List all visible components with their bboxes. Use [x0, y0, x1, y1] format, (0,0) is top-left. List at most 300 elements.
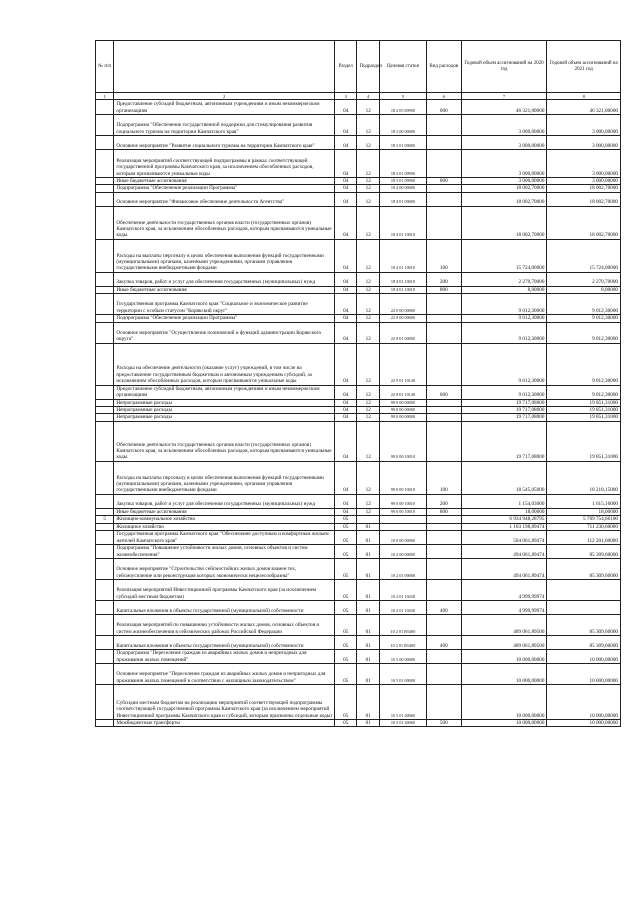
- row-razdel: 05: [334, 636, 356, 650]
- row-name: Основное мероприятие "Строительство сейсмостойких жилых домов взамен тех, сейсмоусиление или реконструкция которых экономически нецелесообразны": [114, 559, 335, 580]
- row-amount-2020: 18 545,05000: [461, 461, 547, 494]
- column-number-row: [96, 93, 621, 100]
- row-number: [96, 178, 114, 185]
- table-row: [96, 100, 621, 115]
- row-amount-2020: 1 103 198,89474: [461, 523, 547, 530]
- row-razdel: 04: [334, 239, 356, 272]
- row-celevaya-statya: [379, 516, 426, 523]
- row-number: [96, 720, 114, 727]
- row-amount-2020: 19 717,08000: [461, 407, 547, 414]
- table-row: [96, 421, 621, 461]
- row-podrazdel: 12: [357, 272, 379, 286]
- header-razdel: Раздел: [334, 41, 356, 93]
- row-number: [96, 636, 114, 650]
- row-amount-2020: 489 061,89500: [461, 615, 547, 636]
- row-razdel: 04: [334, 178, 356, 185]
- row-vid-rashodov: 500: [426, 720, 461, 727]
- row-amount-2020: 8,00000: [461, 286, 547, 293]
- row-podrazdel: 12: [357, 421, 379, 461]
- row-number: 5: [96, 516, 114, 523]
- budget-allocation-table: [95, 40, 621, 727]
- row-celevaya-statya: 99 0 00 00000: [379, 407, 426, 414]
- row-razdel: 04: [334, 399, 356, 406]
- row-amount-2021: [547, 580, 621, 601]
- column-number: 3: [334, 93, 356, 100]
- row-podrazdel: 12: [357, 206, 379, 239]
- row-celevaya-statya: 18 4 01 00000: [379, 192, 426, 206]
- row-podrazdel: 12: [357, 150, 379, 178]
- row-vid-rashodov: 100: [426, 461, 461, 494]
- table-row: [96, 545, 621, 559]
- table-row: [96, 385, 621, 399]
- row-celevaya-statya: 22 9 01 10140: [379, 343, 426, 385]
- table-row: [96, 580, 621, 601]
- row-celevaya-statya: 22 0 00 00000: [379, 294, 426, 315]
- row-celevaya-statya: 10 2 01 R5400: [379, 636, 426, 650]
- row-number: [96, 580, 114, 601]
- row-number: [96, 494, 114, 508]
- row-amount-2020: 10 000,00000: [461, 720, 547, 727]
- row-amount-2020: 10 000,00000: [461, 685, 547, 720]
- row-celevaya-statya: 10 2 01 R5400: [379, 615, 426, 636]
- row-amount-2021: 9 012,30000: [547, 343, 621, 385]
- table-row: [96, 239, 621, 272]
- row-celevaya-statya: 10 2 00 00000: [379, 545, 426, 559]
- row-razdel: 04: [334, 150, 356, 178]
- row-number: [96, 192, 114, 206]
- row-vid-rashodov: [426, 322, 461, 343]
- header-year-2021: Годовой объем ассигнований на 2021 год: [547, 41, 621, 93]
- table-row: [96, 414, 621, 421]
- row-vid-rashodov: 200: [426, 272, 461, 286]
- row-amount-2020: 4 999,99974: [461, 580, 547, 601]
- row-number: [96, 399, 114, 406]
- row-razdel: 05: [334, 516, 356, 523]
- row-vid-rashodov: [426, 531, 461, 545]
- row-vid-rashodov: [426, 559, 461, 580]
- row-podrazdel: 12: [357, 343, 379, 385]
- row-name: Реализация мероприятий Инвестиционной программы Камчатского края (за исключением субсидий местным бюджетам): [114, 580, 335, 601]
- row-podrazdel: 12: [357, 322, 379, 343]
- row-number: [96, 523, 114, 530]
- row-name: Расходы на выплаты персоналу в целях обеспечения выполнения функций государственными (муниципальными) органами, казенными учреждениями, органами управления государственными внебюджетными фондами: [114, 239, 335, 272]
- row-number: [96, 385, 114, 399]
- row-number: [96, 286, 114, 293]
- row-razdel: 04: [334, 206, 356, 239]
- row-number: [96, 508, 114, 515]
- row-number: [96, 531, 114, 545]
- row-amount-2020: 19 717,08000: [461, 421, 547, 461]
- row-celevaya-statya: 10 0 00 00000: [379, 531, 426, 545]
- row-razdel: 04: [334, 136, 356, 150]
- row-podrazdel: 12: [357, 136, 379, 150]
- column-number: 7: [461, 93, 547, 100]
- row-name: Иные бюджетные ассигнования: [114, 508, 335, 515]
- table-row: [96, 343, 621, 385]
- table-row: [96, 720, 621, 727]
- row-razdel: 04: [334, 286, 356, 293]
- row-vid-rashodov: [426, 343, 461, 385]
- table-row: [96, 150, 621, 178]
- row-razdel: 04: [334, 407, 356, 414]
- row-podrazdel: 12: [357, 508, 379, 515]
- row-podrazdel: 01: [357, 580, 379, 601]
- row-vid-rashodov: 800: [426, 508, 461, 515]
- row-podrazdel: 01: [357, 685, 379, 720]
- row-podrazdel: 01: [357, 531, 379, 545]
- row-razdel: 04: [334, 421, 356, 461]
- row-podrazdel: 01: [357, 664, 379, 685]
- row-number: [96, 545, 114, 559]
- row-amount-2020: 504 061,89474: [461, 531, 547, 545]
- row-amount-2021: 711 230,60000: [547, 523, 621, 530]
- table-row: [96, 685, 621, 720]
- row-razdel: 05: [334, 523, 356, 530]
- row-celevaya-statya: 10 2 01 10430: [379, 580, 426, 601]
- header-no: № п/п: [96, 41, 114, 93]
- row-amount-2021: [547, 601, 621, 615]
- row-name: Субсидии местным бюджетам на реализацию мероприятий соответствующей подпрограммы соответствующей государственной программы Камчатского края (за исключением мероприятий Инвестиционной программы Камчатского края и субсидий, которым присвоены отдельные коды): [114, 685, 335, 720]
- row-number: [96, 615, 114, 636]
- row-celevaya-statya: 99 0 00 00000: [379, 399, 426, 406]
- row-podrazdel: 01: [357, 559, 379, 580]
- table-row: [96, 322, 621, 343]
- row-razdel: 04: [334, 115, 356, 136]
- row-number: [96, 294, 114, 315]
- row-amount-2020: 18 002,70000: [461, 192, 547, 206]
- row-amount-2021: 19 851,31000: [547, 421, 621, 461]
- row-razdel: 04: [334, 508, 356, 515]
- table-header-row: [96, 41, 621, 93]
- row-podrazdel: 12: [357, 115, 379, 136]
- row-amount-2020: 18,00000: [461, 508, 547, 515]
- row-amount-2020: 494 061,89474: [461, 545, 547, 559]
- row-amount-2021: 10 000,00000: [547, 650, 621, 664]
- table-body: [96, 100, 621, 727]
- row-celevaya-statya: 18 2 05 69990: [379, 100, 426, 115]
- row-number: [96, 115, 114, 136]
- table-row: [96, 615, 621, 636]
- row-razdel: 04: [334, 385, 356, 399]
- row-amount-2021: 8,00000: [547, 286, 621, 293]
- row-amount-2021: 18 002,70000: [547, 206, 621, 239]
- row-amount-2021: 19 851,31000: [547, 399, 621, 406]
- row-razdel: 04: [334, 322, 356, 343]
- row-razdel: 04: [334, 315, 356, 322]
- row-amount-2021: 85 309,60000: [547, 559, 621, 580]
- row-celevaya-statya: 18 4 00 00000: [379, 185, 426, 192]
- row-podrazdel: 01: [357, 601, 379, 615]
- table-row: [96, 531, 621, 545]
- row-podrazdel: 12: [357, 178, 379, 185]
- row-name: Расходы на обеспечение деятельности (оказание услуг) учреждений, в том числе на предоставление государственным бюджетным и автономным учреждениям субсидий, за исключением обособленных расходов, которым присваиваются уникальные коды: [114, 343, 335, 385]
- row-amount-2021: 85 309,60000: [547, 615, 621, 636]
- row-podrazdel: 12: [357, 407, 379, 414]
- row-name: Основное мероприятие "Переселение граждан из аварийных жилых домов и непригодных для проживания жилых помещений в соответствии с жилищным законодательством": [114, 664, 335, 685]
- row-celevaya-statya: 99 0 00 10010: [379, 508, 426, 515]
- row-amount-2020: 1 154,03000: [461, 494, 547, 508]
- row-amount-2020: 489 061,89500: [461, 636, 547, 650]
- row-name: Предоставление субсидий бюджетным, автономным учреждениям и иным некоммерческим организациям: [114, 385, 335, 399]
- row-celevaya-statya: [379, 523, 426, 530]
- row-name: Жилищно-коммунальное хозяйство: [114, 516, 335, 523]
- row-vid-rashodov: [426, 664, 461, 685]
- row-celevaya-statya: 10 5 01 40060: [379, 685, 426, 720]
- row-amount-2021: 85 309,60000: [547, 545, 621, 559]
- row-celevaya-statya: 10 5 00 00000: [379, 650, 426, 664]
- row-celevaya-statya: 10 2 01 10430: [379, 601, 426, 615]
- row-podrazdel: 01: [357, 523, 379, 530]
- row-razdel: 04: [334, 294, 356, 315]
- table-row: [96, 523, 621, 530]
- row-name: Капитальные вложения в объекты государственной (муниципальной) собственности: [114, 636, 335, 650]
- row-number: [96, 601, 114, 615]
- row-amount-2020: 3 000,00000: [461, 115, 547, 136]
- table-row: [96, 399, 621, 406]
- row-vid-rashodov: [426, 315, 461, 322]
- row-amount-2021: 10 000,00000: [547, 720, 621, 727]
- row-amount-2021: 9 012,30000: [547, 385, 621, 399]
- table-row: [96, 192, 621, 206]
- row-razdel: 05: [334, 559, 356, 580]
- row-celevaya-statya: 18 4 01 10010: [379, 206, 426, 239]
- row-amount-2021: 85 309,60000: [547, 636, 621, 650]
- row-vid-rashodov: 200: [426, 494, 461, 508]
- table-row: [96, 494, 621, 508]
- header-year-2020: Годовой объем ассигнований на 2020 год: [461, 41, 547, 93]
- row-amount-2020: 494 061,89474: [461, 559, 547, 580]
- row-vid-rashodov: [426, 206, 461, 239]
- row-podrazdel: 12: [357, 185, 379, 192]
- row-name: Предоставление субсидий бюджетным, автономным учреждениям и иным некоммерческим организациям: [114, 100, 335, 115]
- row-amount-2021: 2 270,70000: [547, 272, 621, 286]
- row-vid-rashodov: [426, 136, 461, 150]
- row-celevaya-statya: 18 3 01 09990: [379, 178, 426, 185]
- row-vid-rashodov: 800: [426, 286, 461, 293]
- table-row: [96, 650, 621, 664]
- row-celevaya-statya: 99 0 00 00000: [379, 414, 426, 421]
- row-amount-2020: 3 000,00000: [461, 178, 547, 185]
- row-vid-rashodov: [426, 185, 461, 192]
- row-number: [96, 272, 114, 286]
- row-celevaya-statya: 22 9 01 10140: [379, 385, 426, 399]
- row-name: Непрограммные расходы: [114, 399, 335, 406]
- row-number: [96, 185, 114, 192]
- row-amount-2020: 46 321,00000: [461, 100, 547, 115]
- row-razdel: 05: [334, 720, 356, 727]
- row-razdel: 04: [334, 461, 356, 494]
- row-name: Расходы на выплаты персоналу в целях обеспечения выполнения функций государственными (муниципальными) органами, казенными учреждениями, органами управления государственными внебюджетными фондами: [114, 461, 335, 494]
- row-number: [96, 461, 114, 494]
- column-number: 8: [547, 93, 621, 100]
- row-celevaya-statya: 18 3 01 09990: [379, 150, 426, 178]
- row-vid-rashodov: [426, 150, 461, 178]
- row-celevaya-statya: 22 9 00 00000: [379, 315, 426, 322]
- row-name: Межбюджетные трансферты: [114, 720, 335, 727]
- row-razdel: 05: [334, 580, 356, 601]
- row-amount-2020: 3 000,00000: [461, 150, 547, 178]
- row-razdel: 04: [334, 192, 356, 206]
- table-row: [96, 516, 621, 523]
- table-row: [96, 272, 621, 286]
- row-podrazdel: 01: [357, 636, 379, 650]
- row-amount-2021: 3 000,00000: [547, 136, 621, 150]
- row-vid-rashodov: [426, 294, 461, 315]
- row-podrazdel: 12: [357, 461, 379, 494]
- row-razdel: 05: [334, 531, 356, 545]
- row-name: Подпрограмма "Обеспечение реализации Программы": [114, 315, 335, 322]
- table-row: [96, 315, 621, 322]
- row-number: [96, 239, 114, 272]
- row-podrazdel: 12: [357, 494, 379, 508]
- row-amount-2020: 2 270,70000: [461, 272, 547, 286]
- row-name: Государственная программа Камчатского края "Социальное и экономическое развитие территории с особым статусом "Корякский округ": [114, 294, 335, 315]
- row-amount-2021: 3 000,00000: [547, 115, 621, 136]
- column-number: 1: [96, 93, 114, 100]
- row-vid-rashodov: [426, 545, 461, 559]
- row-podrazdel: 12: [357, 294, 379, 315]
- row-celevaya-statya: 18 3 00 00000: [379, 115, 426, 136]
- column-number: 4: [357, 93, 379, 100]
- row-podrazdel: 12: [357, 192, 379, 206]
- row-vid-rashodov: [426, 523, 461, 530]
- row-name: Обеспечение деятельности государственных органов власти (государственных органов) Камчатского края, за исключением обособленных расходов, которым присваиваются уникальные коды.: [114, 421, 335, 461]
- table-row: [96, 636, 621, 650]
- row-razdel: 05: [334, 601, 356, 615]
- row-amount-2020: 9 012,30000: [461, 385, 547, 399]
- row-amount-2020: 15 724,00000: [461, 239, 547, 272]
- row-vid-rashodov: [426, 192, 461, 206]
- row-amount-2020: 6 934 948,28795: [461, 516, 547, 523]
- row-podrazdel: [357, 516, 379, 523]
- row-amount-2021: 1 615,16000: [547, 494, 621, 508]
- row-amount-2021: 10 000,00000: [547, 664, 621, 685]
- row-razdel: 05: [334, 650, 356, 664]
- table-row: [96, 178, 621, 185]
- row-podrazdel: 01: [357, 720, 379, 727]
- row-podrazdel: 01: [357, 650, 379, 664]
- row-vid-rashodov: 600: [426, 100, 461, 115]
- row-name: Непрограммные расходы: [114, 414, 335, 421]
- row-razdel: 05: [334, 664, 356, 685]
- row-amount-2021: 112 201,60000: [547, 531, 621, 545]
- row-celevaya-statya: 99 0 00 10010: [379, 421, 426, 461]
- row-podrazdel: 12: [357, 239, 379, 272]
- row-number: [96, 559, 114, 580]
- row-name: Закупка товаров, работ и услуг для обеспечения государственных (муниципальных) нужд: [114, 272, 335, 286]
- row-number: [96, 315, 114, 322]
- row-amount-2021: 5 789 754,66100: [547, 516, 621, 523]
- row-name: Иные бюджетные ассигнования: [114, 286, 335, 293]
- table-row: [96, 461, 621, 494]
- row-name: Иные бюджетные ассигнования: [114, 178, 335, 185]
- table-row: [96, 508, 621, 515]
- row-celevaya-statya: 99 0 00 10010: [379, 461, 426, 494]
- row-vid-rashodov: 800: [426, 178, 461, 185]
- row-podrazdel: 01: [357, 615, 379, 636]
- row-amount-2021: 9 012,30000: [547, 322, 621, 343]
- row-name: Непрограммные расходы: [114, 407, 335, 414]
- row-podrazdel: 12: [357, 100, 379, 115]
- row-number: [96, 100, 114, 115]
- budget-table-page: [95, 40, 621, 727]
- column-number: 2: [114, 93, 335, 100]
- row-name: Капитальные вложения в объекты государственной (муниципальной) собственности: [114, 601, 335, 615]
- header-vid-rashodov: Вид расходов: [426, 41, 461, 93]
- row-vid-rashodov: [426, 414, 461, 421]
- table-row: [96, 185, 621, 192]
- row-name: Основное мероприятие "Осуществление полномочий и функций администрации Корякского округа": [114, 322, 335, 343]
- row-amount-2021: 19 851,31000: [547, 407, 621, 414]
- row-amount-2021: 46 321,00000: [547, 100, 621, 115]
- row-celevaya-statya: 10 5 01 00000: [379, 664, 426, 685]
- row-amount-2021: 10 000,00000: [547, 685, 621, 720]
- row-number: [96, 414, 114, 421]
- row-amount-2021: 15 724,00000: [547, 239, 621, 272]
- row-vid-rashodov: [426, 650, 461, 664]
- row-celevaya-statya: 10 2 01 00000: [379, 559, 426, 580]
- table-row: [96, 206, 621, 239]
- row-amount-2020: 19 717,08000: [461, 399, 547, 406]
- row-razdel: 04: [334, 343, 356, 385]
- row-podrazdel: 12: [357, 385, 379, 399]
- row-vid-rashodov: [426, 580, 461, 601]
- row-amount-2021: 18 002,70000: [547, 185, 621, 192]
- row-celevaya-statya: 18 4 01 10010: [379, 286, 426, 293]
- row-amount-2020: 10 000,00000: [461, 650, 547, 664]
- table-row: [96, 136, 621, 150]
- table-row: [96, 115, 621, 136]
- row-number: [96, 650, 114, 664]
- row-razdel: 04: [334, 185, 356, 192]
- row-vid-rashodov: [426, 407, 461, 414]
- row-razdel: 04: [334, 414, 356, 421]
- row-vid-rashodov: [426, 115, 461, 136]
- row-razdel: 05: [334, 615, 356, 636]
- row-podrazdel: 12: [357, 315, 379, 322]
- row-number: [96, 407, 114, 414]
- row-amount-2021: 9 012,30000: [547, 294, 621, 315]
- row-amount-2021: 3 000,00000: [547, 150, 621, 178]
- row-name: Подпрограмма "Обеспечение государственной поддержки для стимулирования развития социального туризма на территории Камчатского края": [114, 115, 335, 136]
- table-row: [96, 407, 621, 414]
- row-name: Подпрограмма "Обеспечение реализации Программы": [114, 185, 335, 192]
- row-vid-rashodov: [426, 685, 461, 720]
- table-row: [96, 601, 621, 615]
- row-name: Реализация мероприятий по повышению устойчивости жилых домов, основных объектов и систем жизнеобеспечения в сейсмических районах Российской Федерации: [114, 615, 335, 636]
- row-name: Государственная программа Камчатского края "Обеспечение доступным и комфортным жильем жителей Камчатского края": [114, 531, 335, 545]
- row-name: Основное мероприятие "Финансовое обеспечение деятельности Агентства": [114, 192, 335, 206]
- row-name: Закупка товаров, работ и услуг для обеспечения государственных (муниципальных) нужд: [114, 494, 335, 508]
- row-podrazdel: 01: [357, 545, 379, 559]
- row-amount-2021: 19 851,31000: [547, 414, 621, 421]
- row-amount-2021: 3 000,00000: [547, 178, 621, 185]
- row-razdel: 05: [334, 545, 356, 559]
- row-vid-rashodov: [426, 399, 461, 406]
- row-vid-rashodov: 100: [426, 239, 461, 272]
- row-name: Жилищное хозяйство: [114, 523, 335, 530]
- row-number: [96, 343, 114, 385]
- row-amount-2021: 18 002,70000: [547, 192, 621, 206]
- row-number: [96, 685, 114, 720]
- row-amount-2020: 19 717,08000: [461, 414, 547, 421]
- row-celevaya-statya: 10 5 01 40060: [379, 720, 426, 727]
- row-name: Реализация мероприятий соответствующей подпрограммы в рамках соответствующей государственной программы Камчатского края, за исключением обособленных расходов, которым присваиваются уникальные коды: [114, 150, 335, 178]
- row-vid-rashodov: 600: [426, 385, 461, 399]
- table-row: [96, 286, 621, 293]
- row-number: [96, 136, 114, 150]
- row-number: [96, 664, 114, 685]
